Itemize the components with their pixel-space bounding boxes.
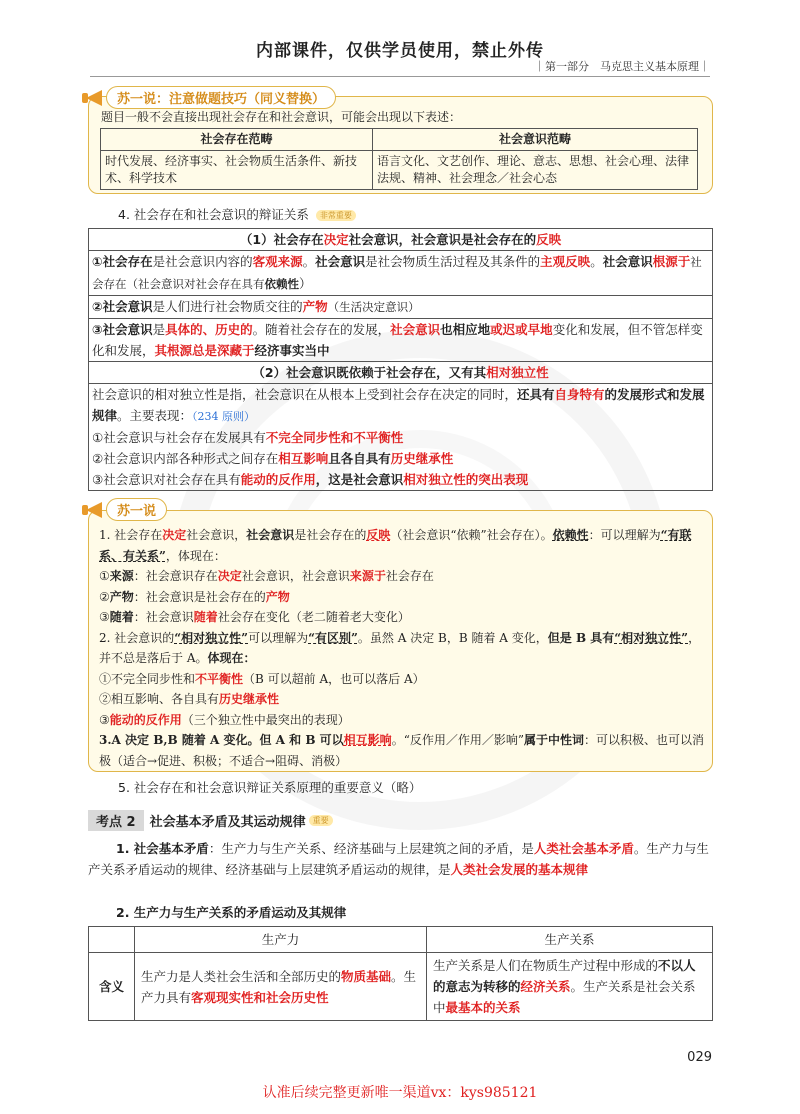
h1-reflect: 反映 xyxy=(536,232,562,247)
tip1-cell-social-consciousness: 语言文化、文艺创作、理论、意志、思想、社会心理、法律法规、精神、社会理念／社会心态 xyxy=(373,151,698,190)
t2-l9-e: ：可以积极、也可以消极（适合→促进、积极；不适合→阻碍、消极） xyxy=(99,733,704,768)
tip1-intro: 题目一般不会直接出现社会存在和社会意识，可能会出现以下表述： xyxy=(101,110,462,124)
para1-b: ：生产力与生产关系、经济基础与上层建筑之间的矛盾，是 xyxy=(208,841,534,856)
t2-l4-c: ：社会意识 xyxy=(133,610,194,624)
t2-l9-b: 相互影响 xyxy=(343,733,392,747)
t2-l5-f: 但是 B 具有 xyxy=(547,630,615,645)
tip1-label: 苏一说：注意做题技巧（同义替换） xyxy=(106,86,336,109)
t2-l2-a: ① xyxy=(99,569,110,583)
para1-a: 1. 社会基本矛盾 xyxy=(116,841,209,856)
t2-c1-c: 。生产力具有 xyxy=(141,968,417,1005)
tip2-line-8 xyxy=(99,710,704,731)
q1-c: 自身特有 xyxy=(554,387,605,402)
section5-title: 5. 社会存在和社会意识辩证关系原理的重要意义（略） xyxy=(118,780,422,795)
h1-mid: 社会意识，社会意识是社会存在的 xyxy=(348,232,537,247)
t2-l5-c: 可以理解为 xyxy=(248,630,309,645)
t2-l1-j: “有联系、有关系” xyxy=(99,528,692,563)
t2-row-label: 含义 xyxy=(89,953,135,1021)
t2-l1-b: 决定 xyxy=(162,528,187,542)
productivity-table xyxy=(88,926,713,1021)
p2-c: 产物 xyxy=(302,299,328,314)
p3-j: 经济事实当中 xyxy=(254,343,330,358)
tip2-line-5 xyxy=(99,628,704,669)
t2-c1-b: 物质基础 xyxy=(341,968,392,984)
t2-l1-i: ：可以理解为 xyxy=(588,528,661,542)
tip1-table xyxy=(100,128,698,190)
p1-j: 根源于 xyxy=(652,254,691,269)
t2-l7-a: ②相互影响、各自具有 xyxy=(99,692,220,706)
header-divider xyxy=(90,76,710,77)
q4-c: ，这是社会意识 xyxy=(315,472,404,487)
q4-d: 相对独立性的突出表现 xyxy=(403,472,529,487)
independence-point-2 xyxy=(89,448,712,469)
t2-l3-b: 产物 xyxy=(109,589,134,604)
q2-b: 不完全同步性和不平衡性 xyxy=(265,430,404,445)
q1-f: （234 原则） xyxy=(192,410,256,423)
footer-notice: 认准后续完整更新唯一渠道vx：kys985121 xyxy=(262,1085,538,1101)
t2-c2-a: 生产关系是人们在物质生产过程中形成的 xyxy=(433,958,659,973)
t2-l4-a: ③ xyxy=(99,610,110,624)
relation-heading-2 xyxy=(89,362,712,384)
page-header-section: ｜第一部分 马克思主义基本原理｜ xyxy=(534,60,710,73)
p1-c: 客观来源 xyxy=(252,254,303,269)
basic-contradiction-paragraph xyxy=(88,838,713,880)
t2-l6-a: ①不完全同步性和 xyxy=(99,671,196,686)
t2-l1-c: 社会意识， xyxy=(186,528,247,542)
para1-e: 人类社会发展的基本规律 xyxy=(450,862,589,877)
t2-l2-e: 社会意识，社会意识 xyxy=(241,569,350,583)
tip2-line-9 xyxy=(99,730,704,771)
q1-d: 的发展形式和发展规律 xyxy=(92,387,705,423)
p3-h: 变化和发展，但不管怎样变化和发展， xyxy=(92,322,703,358)
t2-header-empty xyxy=(89,927,135,953)
t2-l5-g: “相对独立性” xyxy=(614,630,689,645)
tip2-line-7 xyxy=(99,689,704,710)
relation-heading-1 xyxy=(89,229,712,251)
t2-l6-b: 不平衡性 xyxy=(195,671,244,686)
tip1-header-social-existence: 社会存在范畴 xyxy=(101,129,373,151)
t2-l3-c: ：社会意识是社会存在的 xyxy=(133,589,266,604)
h2-red: 相对独立性 xyxy=(486,365,549,380)
para1-d: 。生产力与生产关系矛盾运动的规律、经济基础与上层建筑矛盾运动的规律，是 xyxy=(88,841,709,877)
point-3 xyxy=(89,319,712,362)
q1-a: 社会意识的相对独立性是指，社会意识在从根本上受到社会存在决定的同时， xyxy=(92,387,518,402)
t2-l8-a: ③ xyxy=(99,712,110,727)
tip2-badge xyxy=(80,498,167,521)
t2-c1-a: 生产力是人类社会生活和全部历史的 xyxy=(141,968,342,984)
relative-independence-def xyxy=(89,384,712,427)
t2-l5-h: ，并不总是落后于 A。 xyxy=(99,630,701,665)
exam-point-2 xyxy=(88,810,333,831)
p1-i: 社会意识 xyxy=(602,254,653,269)
p1-d: 。 xyxy=(302,254,316,269)
section4-title-text: 4. 社会存在和社会意识的辩证关系 xyxy=(118,207,309,222)
page-header-title: 内部课件，仅供学员使用，禁止外传 xyxy=(256,41,544,61)
tip1-badge xyxy=(80,86,336,109)
t2-header-relations: 生产关系 xyxy=(427,927,713,953)
t2-l1-h: 依赖性 xyxy=(552,528,589,542)
exam-point-tag: 考点 2 xyxy=(88,810,144,831)
t2-l2-f: 来源于 xyxy=(349,569,386,583)
p1-m: ） xyxy=(299,276,312,291)
t2-l4-b: 随着 xyxy=(109,610,134,624)
t2-l3-d: 产物 xyxy=(265,589,290,604)
t2-l3-a: ② xyxy=(99,589,110,604)
t2-l4-d: 随着 xyxy=(193,610,218,624)
p2-a: ②社会意识 xyxy=(92,299,153,314)
p1-h: 。 xyxy=(590,254,603,269)
t2-l1-k: ，体现在： xyxy=(165,548,226,563)
t2-c1-d: 客观现实性和社会历史性 xyxy=(191,989,329,1005)
section4-title xyxy=(118,205,356,223)
t2-c2-e: 最基本的关系 xyxy=(445,1000,521,1015)
q3-d: 历史继承性 xyxy=(390,451,454,466)
q3-c: 且各自具有 xyxy=(328,451,391,466)
point-2 xyxy=(89,296,712,319)
t2-l4-e: 社会存在变化（老二随着老大变化） xyxy=(217,610,410,624)
section-2-heading: 2. 生产力与生产关系的矛盾运动及其规律 xyxy=(116,905,347,920)
q1-e: 。主要表现： xyxy=(117,408,193,423)
t2-l1-a: 1. 社会存在 xyxy=(99,528,163,542)
t2-l1-d: 社会意识 xyxy=(246,528,295,542)
p2-d: （生活决定意识） xyxy=(327,300,420,314)
p3-d: 。随着社会存在的发展， xyxy=(252,322,391,337)
tip2-label: 苏一说 xyxy=(106,498,167,521)
t2-l5-e: 。虽然 A 决定 B，B 随着 A 变化， xyxy=(357,630,548,645)
p1-e: 社会意识 xyxy=(315,254,366,269)
p3-b: 是 xyxy=(152,322,166,337)
p1-b: 是社会意识内容的 xyxy=(152,254,253,269)
t2-c2-d: 。生产关系是社会关系中 xyxy=(433,979,696,1015)
q3-a: ②社会意识内部各种形式之间存在 xyxy=(92,451,279,466)
tip2-box xyxy=(88,510,713,772)
p1-f: 是社会物质生活过程及其条件的 xyxy=(365,254,541,269)
tip2-line-4 xyxy=(99,607,704,628)
p3-g: 或迟或早地 xyxy=(490,322,553,337)
t2-l1-g: （社会意识“依赖”社会存在）。 xyxy=(390,528,553,542)
p1-k: 社会存在（社会意识对社会存在具有 xyxy=(92,255,702,291)
t2-l5-b: “相对独立性” xyxy=(174,630,249,645)
h1-decide: 决定 xyxy=(323,232,349,247)
p3-a: ③社会意识 xyxy=(92,322,153,337)
t2-l9-c: 。“反作用／作用／影响” xyxy=(391,733,524,747)
megaphone-icon xyxy=(80,499,106,521)
t2-l5-i: 体现在： xyxy=(207,651,256,665)
t2-l6-c: （B 可以超前 A，也可以落后 A） xyxy=(243,671,425,686)
point-1 xyxy=(89,251,712,296)
importance-badge: 非常重要 xyxy=(316,210,356,221)
q4-a: ③社会意识对社会存在具有 xyxy=(92,472,241,487)
t2-l2-g: 社会存在 xyxy=(385,569,434,583)
p1-l: 依赖性 xyxy=(264,277,299,291)
p3-i: 其根源总是深藏于 xyxy=(154,343,255,358)
t2-l9-d: 属于中性词 xyxy=(523,733,584,747)
t2-l5-a: 2. 社会意识的 xyxy=(99,630,175,645)
t2-c2-c: 经济关系 xyxy=(520,979,571,994)
page-number: 029 xyxy=(687,1050,712,1065)
tip2-line-3 xyxy=(99,587,704,608)
q1-b: 还具有 xyxy=(517,387,555,402)
independence-point-3 xyxy=(89,469,712,490)
t2-cell-relations xyxy=(427,953,713,1021)
p2-b: 是人们进行社会物质交往的 xyxy=(152,299,303,314)
q3-b: 相互影响 xyxy=(278,451,329,466)
q4-b: 能动的反作用 xyxy=(240,472,316,487)
t2-l8-c: （三个独立性中最突出的表现） xyxy=(181,712,350,727)
para1-c: 人类社会基本矛盾 xyxy=(533,841,634,856)
tip2-line-1 xyxy=(99,525,704,566)
p3-e: 社会意识 xyxy=(390,322,441,337)
t2-l1-e: 是社会存在的 xyxy=(294,528,367,542)
megaphone-icon xyxy=(80,87,106,109)
p3-c: 具体的、历史的 xyxy=(165,322,253,337)
tip2-content xyxy=(99,525,704,771)
independence-point-1 xyxy=(89,427,712,448)
t2-cell-productivity xyxy=(135,953,427,1021)
t2-l2-c: ：社会意识存在 xyxy=(133,569,218,583)
t2-c2-b: 不以人的意志为转移的 xyxy=(433,958,696,994)
t2-header-productivity: 生产力 xyxy=(135,927,427,953)
exam-point-title: 社会基本矛盾及其运动规律 xyxy=(149,815,306,830)
tip1-cell-social-existence: 时代发展、经济事实、社会物质生活条件、新技术、科学技术 xyxy=(101,151,373,190)
dialectical-relation-box xyxy=(88,228,713,491)
p1-a: ①社会存在 xyxy=(92,254,153,269)
h2-pre: （2）社会意识既依赖于社会存在，又有其 xyxy=(252,365,487,380)
importance-badge: 重要 xyxy=(309,815,333,826)
h1-pre: （1）社会存在 xyxy=(239,232,324,247)
t2-l5-d: “有区别” xyxy=(308,630,358,645)
t2-l2-d: 决定 xyxy=(217,569,242,583)
t2-l1-f: 反映 xyxy=(366,528,391,542)
tip2-line-6 xyxy=(99,669,704,690)
t2-l9-a: 3.A 决定 B,B 随着 A 变化。但 A 和 B 可以 xyxy=(99,733,344,747)
t2-l2-b: 来源 xyxy=(109,569,134,583)
t2-l7-b: 历史继承性 xyxy=(219,692,280,706)
tip1-header-social-consciousness: 社会意识范畴 xyxy=(373,129,698,151)
tip2-line-2 xyxy=(99,566,704,587)
t2-l8-b: 能动的反作用 xyxy=(109,712,182,727)
p3-f: 也相应地 xyxy=(440,322,491,337)
q2-a: ①社会意识与社会存在发展具有 xyxy=(92,430,266,445)
p1-g: 主观反映 xyxy=(540,254,591,269)
